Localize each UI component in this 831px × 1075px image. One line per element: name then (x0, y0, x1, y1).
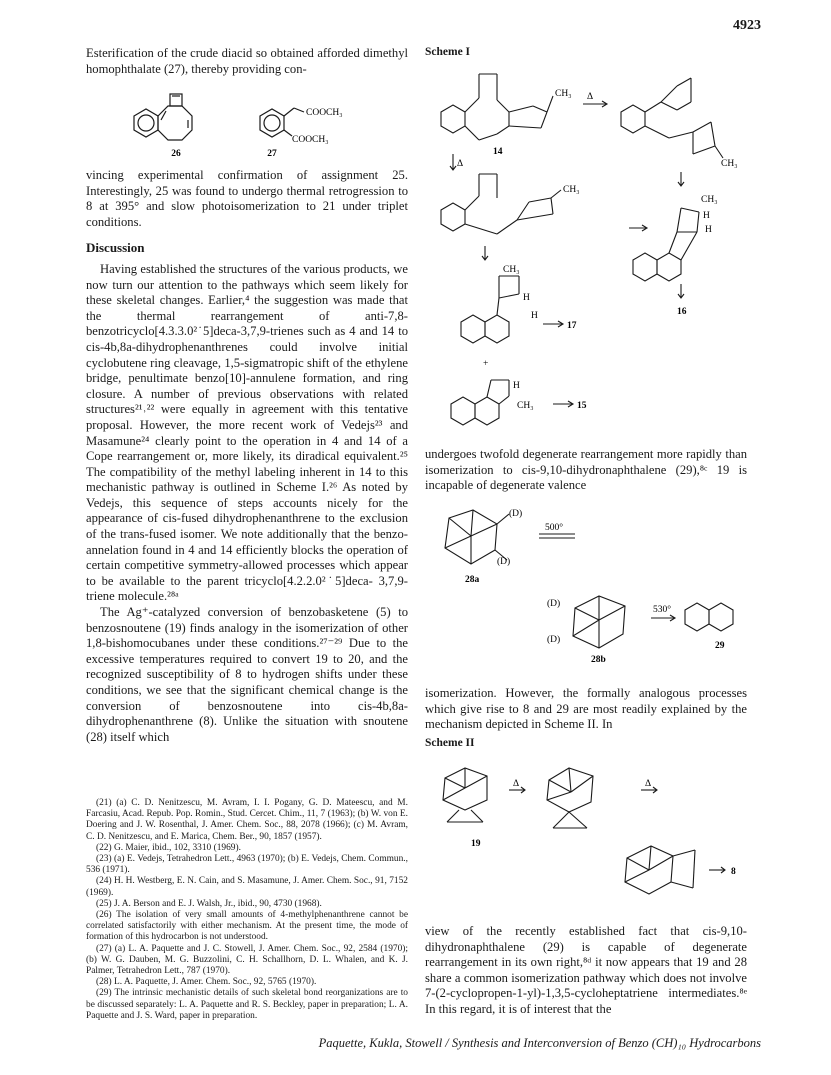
left-column-top-paragraph (86, 46, 408, 77)
s1-ch3-d: CH₃ (701, 195, 718, 205)
coo-label-2: COOCH₃ (292, 135, 329, 145)
label-28a: 28a (465, 575, 480, 585)
left-column-body (86, 168, 408, 745)
label-8: 8 (731, 867, 736, 877)
reference-23: (23) (a) E. Vedejs, Tetrahedron Lett., 4963 (1970); (b) E. Vedejs, Chem. Commun., 536 (1971). (86, 854, 408, 876)
page-number: 4923 (733, 18, 761, 33)
scheme-1-label: Scheme I (425, 46, 471, 58)
para-isomerization: isomerization. However, the formally analogous processes which give rise to 8 and 29 are most readily explained by the mechanism depicted in Scheme II. In (425, 686, 747, 732)
figure-28-29-drawing (425, 500, 747, 680)
s1-h-c: H (523, 293, 530, 303)
label-15: 15 (577, 401, 587, 411)
s1-h-b: H (705, 225, 712, 235)
page-footer: Paquette, Kukla, Stowell / Synthesis and Interconversion of Benzo (CH)₁₀ Hydrocarbons (318, 1036, 761, 1050)
s1-h-a: H (703, 211, 710, 221)
label-29: 29 (715, 641, 725, 651)
scheme-2-label: Scheme II (425, 737, 475, 749)
d-label-2: (D) (497, 557, 511, 567)
reference-26: (26) The isolation of very small amounts of 4-methylphenanthrene cannot be correlated satisfactorily with either mechanism. At the present time, the mode of formation of this hydrocarbon is not understood. (86, 910, 408, 943)
s1-delta-b: Δ (457, 159, 464, 169)
para-discussion: Having established the structures of the various products, we now turn our attention to the pathways which seem likely for these skeletal changes. Earlier,⁴ the suggestion was made that the thermal rearrangement of anti-7,8-benzotricyclo[4.3.3.0²˙5]deca-3,7,9-trienes such as 4 and 14 to cis-4b,8a-dihydrophenanthrenes could involve initial cyclobutene ring cleavage, 1,5-sigmatropic shift of the ethylene bridge, penultimate benzo[10]-annulene formation, and ring closure. A number of previous observations with related structures²¹˒²² were equally in agreement with this tentative proposal. However, the more recent work of Vedejs²³ and Masamune²⁴ clearly point to the operation in 4 and 14 of a Cope rearrangement or, more likely, its diradical equivalent.²⁵ The compatibility of the methyl labeling inherent in 14 to this mechanistic pathway is outlined in Scheme I.²⁶ As noted by Vedejs, this sequence of steps accounts nicely for the appearance of cis-fused dihydrophenanthrene to the exclusion of the trans-fused isomer. We note additionally that the benzo-annelation found in 4 and 14 efficiently blocks the operation of certain competitive symmetry-allowed processes which appear to be available to the parent tricyclo[4.2.2.0²˙5]deca- 3,7,9-triene molecule.²⁸ᵃ (86, 261, 408, 604)
label-26: 26 (171, 149, 181, 159)
temp-530: 530° (653, 605, 672, 615)
reference-22: (22) G. Maier, ibid., 102, 3310 (1969). (96, 842, 241, 853)
para-view: view of the recently established fact that cis-9,10-dihydronaphthalene (29) is capable of degenerate rearrangement in its own right,⁸ᵈ it now appears that 19 and 28 share a common isomerization pathway which does not involve 7-(2-cyclopropen-1-yl)-1,3,5-cycloheptatriene intermediates.⁸ᵉ In this regard, it is of interest that the (425, 924, 747, 1016)
right-column-para-view (425, 924, 747, 1018)
label-28b: 28b (591, 655, 606, 665)
scheme-1-drawing (425, 62, 747, 442)
s1-h-e: H (513, 381, 520, 391)
s2-delta-b: Δ (645, 779, 652, 789)
label-17: 17 (567, 321, 577, 331)
label-16: 16 (677, 307, 687, 317)
s1-delta-a: Δ (587, 92, 594, 102)
para-confirmation: vincing experimental confirmation of assignment 25. Interestingly, 25 was found to undergo thermal retrogression to 8 at 395° and slow photoisomerization to 21 under triplet conditions. (86, 168, 408, 229)
right-column-para-isomerization (425, 686, 747, 733)
structure-drawing-26-27 (120, 86, 390, 164)
label-19: 19 (471, 839, 481, 849)
s2-delta-a: Δ (513, 779, 520, 789)
s1-ch3-c: CH₃ (563, 185, 580, 195)
d-label-4: (D) (547, 635, 561, 645)
reference-21: (21) (a) C. D. Nenitzescu, M. Avram, I. I. Pogany, G. D. Mateescu, and M. Farcasiu, Acad. Repub. Pop. Romin., Stud. Cercet. Chim., 11, 7 (1963); (b) W. von E. Doering and J. W. Rosenthal, J. Amer. Chem. Soc., 88, 2078 (1966); (c) M. Avram, C. D. Nenitzescu, and E. Marica, Chem. Ber., 90, 1857 (1957). (86, 798, 408, 842)
scheme-2-drawing (425, 752, 747, 908)
reference-27: (27) (a) L. A. Paquette and J. C. Stowell, J. Amer. Chem. Soc., 92, 2584 (1970); (b) W. G. Dauben, M. G. Buzzolini, C. H. Schallhorn, D. L. Whalen, and K. J. Palmer, Tetrahedron Lett., 787 (1970). (86, 943, 408, 977)
scheme-2-diagram (425, 752, 747, 908)
reference-29: (29) The intrinsic mechanistic details of such skeletal bond reorganizations are to be discussed separately: L. A. Paquette and R. S. Beckley, paper in preparation; L. A. Paquette and J. S. Ward, paper in preparation. (86, 988, 408, 1021)
reference-28: (28) L. A. Paquette, J. Amer. Chem. Soc., 92, 5765 (1970). (96, 977, 317, 988)
reference-25: (25) J. A. Berson and E. J. Walsh, Jr., ibid., 90, 4730 (1968). (96, 898, 322, 909)
d-label-1: (D) (509, 509, 523, 519)
s1-h-d: H (531, 311, 538, 321)
para-ag-catalyzed: The Ag⁺-catalyzed conversion of benzobasketene (5) to benzosnoutene (19) finds analogy in the isomerization of other 1,8-bishomocubanes under these conditions.²⁷⁻²⁹ Due to the excessive temperatures required to convert 19 to 20, and the recognized susceptibility of 8 to hydrogen shifts under these conditions, we see that the significant chemical change is the conversion of benzosnoutene into cis-4b,8a-dihydrophenanthrene (8). Unlike the situation with snoutene (28) itself which (86, 605, 408, 744)
coo-label-1: COOCH₃ (306, 108, 343, 118)
para-degenerate: undergoes twofold degenerate rearrangement more rapidly than isomerization to cis-9,10-dihydronaphthalene (29),⁸ᶜ 19 is incapable of degenerate valence (425, 447, 747, 493)
scheme-1-diagram (425, 62, 747, 442)
s1-ch3-f: CH₃ (517, 401, 534, 411)
right-column-para-degenerate (425, 447, 747, 494)
d-label-3: (D) (547, 599, 561, 609)
figure-28-29 (425, 500, 747, 680)
section-heading-discussion: Discussion (86, 240, 145, 256)
s1-ch3-e: CH₃ (503, 265, 520, 275)
s1-ch3-a: CH₃ (555, 89, 572, 99)
label-14: 14 (493, 147, 503, 157)
references-footnotes (86, 798, 408, 1022)
para-esterification: Esterification of the crude diacid so obtained afforded dimethyl homophthalate (27), thereby providing con- (86, 46, 408, 76)
reference-24: (24) H. H. Westberg, E. N. Cain, and S. Masamune, J. Amer. Chem. Soc., 91, 7152 (1969). (86, 876, 408, 898)
s1-plus: + (483, 359, 489, 369)
structures-26-27 (120, 86, 390, 164)
s1-ch3-b: CH₃ (721, 159, 738, 169)
temp-500: 500° (545, 523, 564, 533)
label-27: 27 (267, 149, 277, 159)
